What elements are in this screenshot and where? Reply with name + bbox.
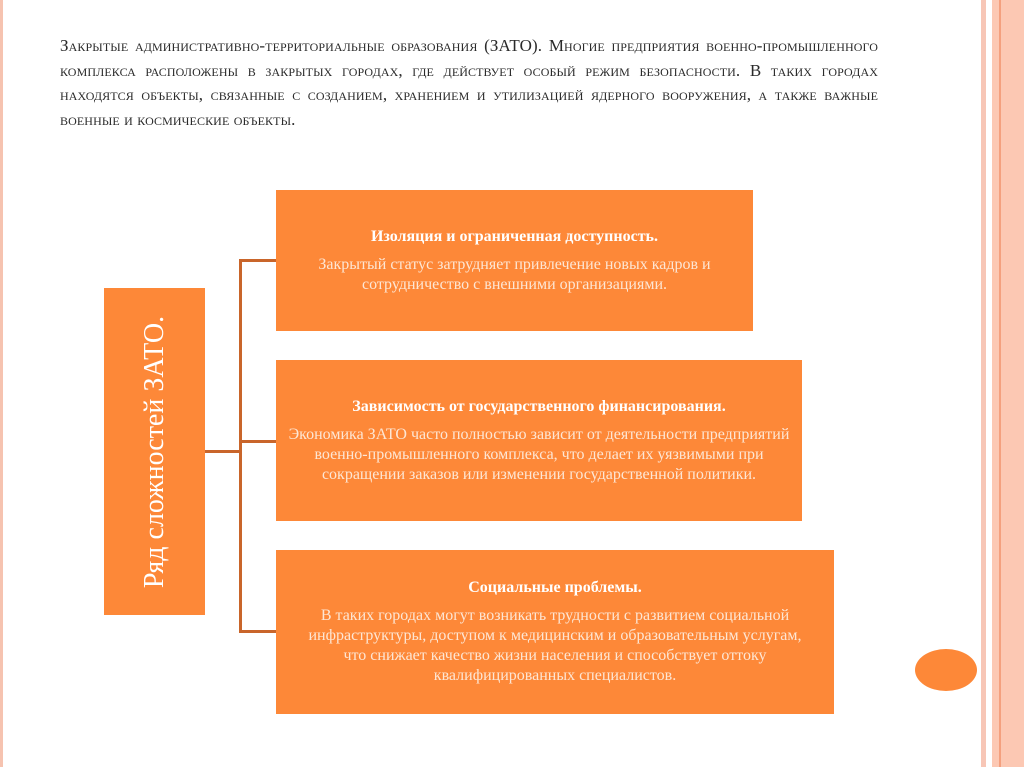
left-edge-stripe (0, 0, 3, 767)
intro-text: Многие предприятия военно-промышленного комплекса расположены в закрытых городах, где действует особый режим безопасности. В таких городах находятся объекты, связанные с созданием, хранением и утилизацией ядерного вооружения, а также важные военные и космические объекты. (60, 36, 878, 129)
root-label: Ряд сложностей ЗАТО. (138, 315, 170, 588)
node-social (276, 550, 834, 714)
right-decor-stripe (981, 0, 986, 767)
connector-branch-2 (239, 440, 277, 443)
node-funding (276, 360, 802, 521)
node-text: В таких городах могут возникать трудности с развитием социальной инфраструктуры, доступом к медицинским и образовательным услугам, что снижает качество жизни населения и способствует оттоку квалифицированных специалистов. (308, 607, 802, 684)
decor-circle (915, 649, 977, 691)
connector-branch-3 (239, 630, 277, 633)
node-text: Закрытый статус затрудняет привлечение новых кадров и сотрудничество с внешними организациями. (318, 255, 711, 293)
node-title: Зависимость от государственного финансирования. (352, 397, 726, 415)
right-decor-line (999, 0, 1001, 767)
connector-trunk (239, 259, 242, 633)
root-node (104, 288, 205, 615)
node-isolation (276, 190, 753, 331)
intro-paragraph (60, 34, 878, 132)
connector-branch-1 (239, 259, 277, 262)
node-text: Экономика ЗАТО часто полностью зависит от деятельности предприятий военно-промышленного комплекса, что делает их уязвимыми при сокращении заказов или изменении государственной политики. (288, 425, 790, 483)
node-title: Изоляция и ограниченная доступность. (370, 227, 659, 245)
connector-root (205, 450, 241, 453)
intro-lead: Закрытые административно-территориальные образования (ЗАТО). (60, 36, 543, 55)
right-decor-band (992, 0, 1024, 767)
node-title: Социальные проблемы. (468, 579, 642, 596)
